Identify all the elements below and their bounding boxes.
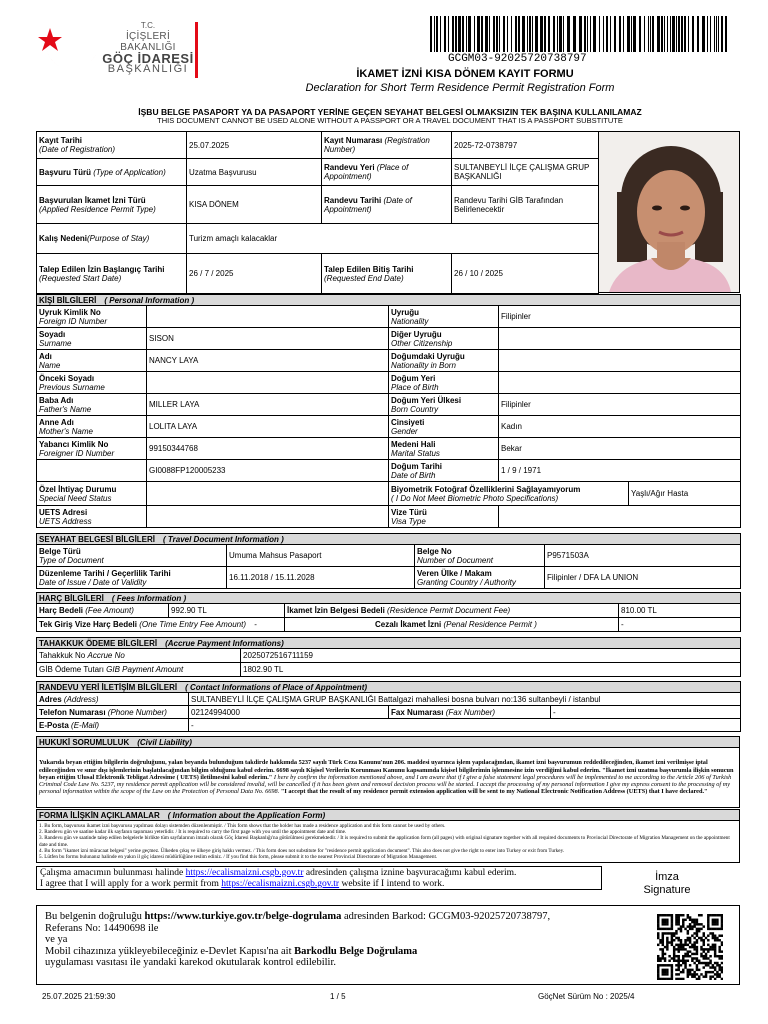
signature-label: İmza Signature bbox=[643, 871, 691, 896]
footer-datetime: 25.07.2025 21:59:30 bbox=[42, 992, 116, 1001]
contact-table bbox=[36, 681, 741, 732]
personal-label-right: Doğumdaki Uyruğu Nationality in Born bbox=[389, 350, 499, 372]
country-value: Filipinler / DFA LA UNION bbox=[545, 567, 741, 589]
logo-ministry: İÇİŞLERİ BAKANLIĞI bbox=[120, 31, 176, 53]
legal-section-header: HUKUKİ SORUMLULUK (Civil Liability) bbox=[37, 737, 740, 748]
end-date-label: Talep Edilen Bitiş Tarihi (Requested End Date) bbox=[322, 254, 452, 294]
work-text-tr: Çalışma amacımın bulunması halinde bbox=[40, 868, 184, 878]
end-date-value: 26 / 10 / 2025 bbox=[452, 254, 599, 294]
accrue-section-header: TAHAKKUK ÖDEME BİLGİLERİ (Accrue Payment Informations) bbox=[37, 638, 741, 649]
logo-presidency: BAŞKANLIĞI bbox=[107, 63, 189, 75]
issue-date-value: 16.11.2018 / 15.11.2028 bbox=[227, 567, 415, 589]
personal-label: Adı Name bbox=[37, 350, 147, 372]
crescent-star-icon bbox=[34, 24, 98, 82]
accrue-table bbox=[36, 637, 741, 677]
doc-type-label: Belge Türü Type of Document bbox=[37, 545, 227, 567]
personal-label-right: Doğum Yeri Ülkesi Born Country bbox=[389, 394, 499, 416]
instruction-line: 5. Lütfen bu formu bulunanız halinde en yakın il göç idaresi müdürlüğüne teslim ediniz. / If you find this form, please submit it to the nearest Provincial Directorate of Migration Management. bbox=[39, 853, 438, 860]
doc-fee-value: 810.00 TL bbox=[619, 604, 741, 618]
personal-value-right bbox=[499, 372, 741, 394]
logo-tc: T.C. bbox=[140, 21, 156, 30]
appt-date-label: Randevu Tarihi (Date of Appointment) bbox=[322, 186, 452, 224]
personal-value bbox=[147, 306, 389, 328]
phone-label: Telefon Numarası (Phone Number) bbox=[37, 706, 189, 719]
logo-divider bbox=[195, 22, 198, 78]
address-label: Adres (Address) bbox=[37, 693, 189, 706]
personal-label-right: Uyruğu Nationality bbox=[389, 306, 499, 328]
instruction-line: 1. Bu form, başvurusu ikamet izni başvurusu yapılması dolayı sistemden düzenlenmiştir. / This form shows that the holder has made a residence application and this form cannot be used by others. bbox=[39, 823, 446, 830]
issue-date-label: Düzenleme Tarihi / Geçerlilik Tarihi Date of Issue / Date of Validity bbox=[37, 567, 227, 589]
personal-value-right: 1 / 9 / 1971 bbox=[499, 460, 741, 482]
qr-code bbox=[657, 914, 723, 980]
personal-label-right: Doğum Yeri Place of Birth bbox=[389, 372, 499, 394]
legal-table bbox=[36, 736, 740, 808]
work-text-en: I agree that I will apply for a work permit from bbox=[40, 879, 219, 889]
personal-row bbox=[37, 394, 741, 416]
instructions-table bbox=[36, 809, 740, 863]
registration-table bbox=[36, 131, 599, 294]
work-permit-link-en[interactable]: https://ecalismaizni.csgb.gov.tr bbox=[221, 879, 340, 889]
personal-value-right: Bekar bbox=[499, 438, 741, 460]
personal-value bbox=[147, 372, 389, 394]
personal-row bbox=[37, 372, 741, 394]
appt-place-label: Randevu Yeri (Place of Appointment) bbox=[322, 159, 452, 186]
personal-value-right: Filipinler bbox=[499, 306, 741, 328]
permit-type-label: Başvurulan İkamet İzni Türü (Applied Residence Permit Type) bbox=[37, 186, 187, 224]
penal-value: - bbox=[619, 618, 741, 632]
personal-label-right: Doğum Tarihi Date of Birth bbox=[389, 460, 499, 482]
instructions-text bbox=[37, 821, 740, 863]
email-label: E-Posta (E-Mail) bbox=[37, 719, 189, 732]
personal-value-right bbox=[499, 328, 741, 350]
contact-section-header: RANDEVU YERİ İLETİŞİM BİLGİLERİ ( Contact Informations of Place of Appointment) bbox=[37, 682, 741, 693]
reg-no-value: 2025-72-0738797 bbox=[452, 132, 599, 159]
email-value: - bbox=[189, 719, 741, 732]
verify-reference: Referans No: 14490698 ile bbox=[45, 922, 159, 934]
warning-text: İŞBU BELGE PASAPORT YA DA PASAPORT YERİNE GEÇEN SEYAHAT BELGESİ OLMAKSIZIN TEK BAŞINA KULLANILAMAZ bbox=[138, 107, 642, 117]
personal-label bbox=[37, 460, 147, 482]
reg-no-label: Kayıt Numarası (Registration Number) bbox=[322, 132, 452, 159]
visa-type-label: Vize Türü Visa Type bbox=[389, 506, 499, 528]
personal-value-right: Filipinler bbox=[499, 394, 741, 416]
personal-row bbox=[37, 460, 741, 482]
doc-type-value: Umuma Mahsus Pasaport bbox=[227, 545, 415, 567]
personal-value: SISON bbox=[147, 328, 389, 350]
personal-label-right: Diğer Uyruğu Other Citizenship bbox=[389, 328, 499, 350]
doc-no-label: Belge No Number of Document bbox=[415, 545, 545, 567]
travel-document-table bbox=[36, 533, 741, 589]
personal-value: NANCY LAYA bbox=[147, 350, 389, 372]
personal-row bbox=[37, 306, 741, 328]
biometric-value: Yaşlı/Ağır Hasta bbox=[629, 482, 741, 506]
reg-date-value: 25.07.2025 bbox=[187, 132, 322, 159]
reg-date-label: Kayıt Tarihi (Date of Registration) bbox=[37, 132, 187, 159]
instruction-line: 2. Randevu gün ve saatine kadar ilk sayfanın taşınması yeterlidir. / It is required to carry the first page with you until the appointment date and time. bbox=[39, 829, 347, 836]
personal-label: Baba Adı Father's Name bbox=[37, 394, 147, 416]
app-type-label: Başvuru Türü (Type of Application) bbox=[37, 159, 187, 186]
accrue-no-label: Tahakkuk No Accrue No bbox=[37, 649, 241, 663]
special-need-value bbox=[147, 482, 389, 506]
fax-label: Fax Numarası (Fax Number) bbox=[389, 706, 551, 719]
penal-label: Cezalı İkamet İzni (Penal Residence Permit ) bbox=[285, 618, 619, 632]
permit-type-value: KISA DÖNEM bbox=[187, 186, 322, 224]
fax-value: - bbox=[551, 706, 741, 719]
accrue-amount-value: 1802.90 TL bbox=[241, 663, 741, 677]
ministry-logo bbox=[34, 20, 204, 82]
personal-label: Yabancı Kimlik No Foreigner ID Number bbox=[37, 438, 147, 460]
fees-table bbox=[36, 592, 741, 632]
doc-fee-label: İkamet İzin Belgesi Bedeli (Residence Permit Document Fee) bbox=[285, 604, 619, 618]
applicant-photo bbox=[598, 131, 740, 293]
footer-page: 1 / 5 bbox=[330, 992, 346, 1001]
legal-text: Yukarıda beyan ettiğim bilgilerin doğruluğunu, yalan beyanda bulunduğum takdirde hakkımda 5237 sayılı Türk Ceza Kanunu'nun 206. maddesi uyarınca işlem yapılacağından, ikamet izni başvurumun reddedileceğinden, ikamet izni verilmişse iptal edileceğinden ve sınır dışı işlemlerinin başlatılacağından bilgim olduğunu kabul ederim. 6698 sayılı Kişisel Verilerin Korunması Kanunu kapsamında kişisel bilgilerimin işlenmesine izin verdiğimi kabul ederim. "İkamet izni uzatma başvurumla ilişkin sonucun beyan ettiğim Ulusal Elektronik Tebligat Adresime ( UETS) iletilmesini kabul ederim." I here by confirm the information mentioned above, and I am aware that if I give a false statement legal procedures will be implemented to me according to the Article 206 of Turkish Criminal Code Law No. 5237, my residence permit application will be considered invalid, will be cancelled if it has been given and removal decision process will be started. I accept the processing of my personal information I give my express consent to the processing of my personal information within the scope of the Law on the Protection of Personal Data No. 6698. "I accept that the result of my residence permit extension application will be sent to my National Electronic Notification Address (UETS) that I have declared." bbox=[37, 748, 740, 808]
uets-label: UETS Adresi UETS Address bbox=[37, 506, 147, 528]
verification-box: Bu belgenin doğruluğu https://www.turkiye.gov.tr/belge-dogrulama adresinden Barkod: GCGM03-92025720738797, Referans No: 14490698 ile ve ya Mobil cihazınıza yükleyebileceğiniz e-Devlet Kapısı'na ait Barkodlu Belge Doğrulama uygulaması vasıtası ile yandaki karekod okutularak kontrol edilebilir. bbox=[36, 905, 740, 985]
travel-section-header: SEYAHAT BELGESİ BİLGİLERİ ( Travel Document Information ) bbox=[37, 534, 741, 545]
personal-label: Soyadı Surname bbox=[37, 328, 147, 350]
fee-value: 992.90 TL bbox=[169, 604, 285, 618]
phone-value: 02124994000 bbox=[189, 706, 389, 719]
visa-fee-label: Tek Giriş Vize Harç Bedeli (One Time Entry Fee Amount) - bbox=[37, 618, 285, 632]
form-title-en: Declaration for Short Term Residence Permit Registration Form bbox=[305, 82, 615, 94]
personal-value-right bbox=[499, 350, 741, 372]
personal-value-right: Kadın bbox=[499, 416, 741, 438]
visa-fee-value: - bbox=[254, 620, 257, 629]
personal-value: LOLITA LAYA bbox=[147, 416, 389, 438]
personal-label: Önceki Soyadı Previous Surname bbox=[37, 372, 147, 394]
personal-value: 99150344768 bbox=[147, 438, 389, 460]
personal-row bbox=[37, 350, 741, 372]
personal-label-right: Medeni Hali Marital Status bbox=[389, 438, 499, 460]
logo-directorate: GÖÇ İDARESİ bbox=[102, 51, 194, 66]
appt-date-value: Randevu Tarihi GİB Tarafından Belirlenecektir bbox=[452, 186, 599, 224]
purpose-label: Kalış Nedeni(Purpose of Stay) bbox=[37, 224, 187, 254]
personal-row bbox=[37, 328, 741, 350]
app-type-value: Uzatma Başvurusu bbox=[187, 159, 322, 186]
personal-label-right: Cinsiyeti Gender bbox=[389, 416, 499, 438]
instructions-section-header: FORMA İLİŞKİN AÇIKLAMALAR ( Information about the Application Form) bbox=[37, 810, 740, 821]
start-date-value: 26 / 7 / 2025 bbox=[187, 254, 322, 294]
instruction-line: 4. Bu form "ikamet izni müracaat belgesi" yerine geçmez. Ülkeden çıkış ve ülkeye giriş hakkı vermez. / This form does not substitute for "residence permit application document". This also does not give the right to enter into Turkey or exit from Turkey. bbox=[39, 847, 565, 854]
uets-value bbox=[147, 506, 389, 528]
address-value: SULTANBEYLİ İLÇE ÇALIŞMA GRUP BAŞKANLIĞI Battalgazi mahallesi bosna bulvarı no:136 sultanbeyli / istanbul bbox=[189, 693, 741, 706]
barcode bbox=[430, 16, 738, 52]
verify-url[interactable]: https://www.turkiye.gov.tr/belge-dogrulama bbox=[144, 911, 342, 922]
personal-value: GI0088FP120005233 bbox=[147, 460, 389, 482]
personal-row bbox=[37, 438, 741, 460]
appt-place-value: SULTANBEYLİ İLÇE ÇALIŞMA GRUP BAŞKANLIĞI bbox=[452, 159, 599, 186]
start-date-label: Talep Edilen İzin Başlangıç Tarihi (Requested Start Date) bbox=[37, 254, 187, 294]
work-permit-box: Çalışma amacımın bulunması halinde https://ecalismaizni.csgb.gov.tr adresinden çalışma iznine başvuracağımı kabul ederim. I agree that I will apply for a work permit from https://ecalismaizni.csgb.gov.tr website if I intend to work. bbox=[36, 866, 602, 890]
country-label: Veren Ülke / Makam Granting Country / Authority bbox=[415, 567, 545, 589]
personal-info-table bbox=[36, 294, 741, 528]
form-title: İKAMET İZNİ KISA DÖNEM KAYIT FORMU bbox=[356, 68, 574, 80]
doc-no-value: P9571503A bbox=[545, 545, 741, 567]
work-permit-link[interactable]: https://ecalismaizni.csgb.gov.tr bbox=[185, 868, 304, 878]
personal-row bbox=[37, 416, 741, 438]
visa-type-value bbox=[499, 506, 741, 528]
warning-text-en: THIS DOCUMENT CANNOT BE USED ALONE WITHOUT A PASSPORT OR A TRAVEL DOCUMENT THAT IS A PASSPORT SUBSTITUTE bbox=[157, 116, 623, 125]
biometric-label: Biyometrik Fotoğraf Özelliklerini Sağlayamıyorum ( I Do Not Meet Biometric Photo Specifications) bbox=[389, 482, 629, 506]
accrue-amount-label: GİB Ödeme Tutarı GIB Payment Amount bbox=[37, 663, 241, 677]
personal-value: MILLER LAYA bbox=[147, 394, 389, 416]
barcode-text: GCGM03-92025720738797 bbox=[448, 53, 587, 65]
fees-section-header: HARÇ BİLGİLERİ ( Fees Information ) bbox=[37, 593, 741, 604]
instruction-line: 3. Randevu gün ve saatinde talep edilen belgelerle birlikte tüm sayfalarının imzalı olarak Göç İdaresi Başkanlığı'na götürülmesi gerekmektedir. / It is required to submit the application form (all pages) with original signature together with all required documents to Provincial Directorate of Migration Management on the appointment date and time. bbox=[39, 835, 730, 848]
accrue-no-value: 2025072516711159 bbox=[241, 649, 741, 663]
fee-label: Harç Bedeli (Fee Amount) bbox=[37, 604, 169, 618]
special-need-label: Özel İhtiyaç Durumu Special Need Status bbox=[37, 482, 147, 506]
personal-section-header: KİŞİ BİLGİLERİ ( Personal Information ) bbox=[37, 295, 741, 306]
purpose-value: Turizm amaçlı kalacaklar bbox=[187, 224, 599, 254]
footer-version: GöçNet Sürüm No : 2025/4 bbox=[538, 992, 635, 1001]
personal-label: Uyruk Kimlik No Foreign ID Number bbox=[37, 306, 147, 328]
personal-label: Anne Adı Mother's Name bbox=[37, 416, 147, 438]
